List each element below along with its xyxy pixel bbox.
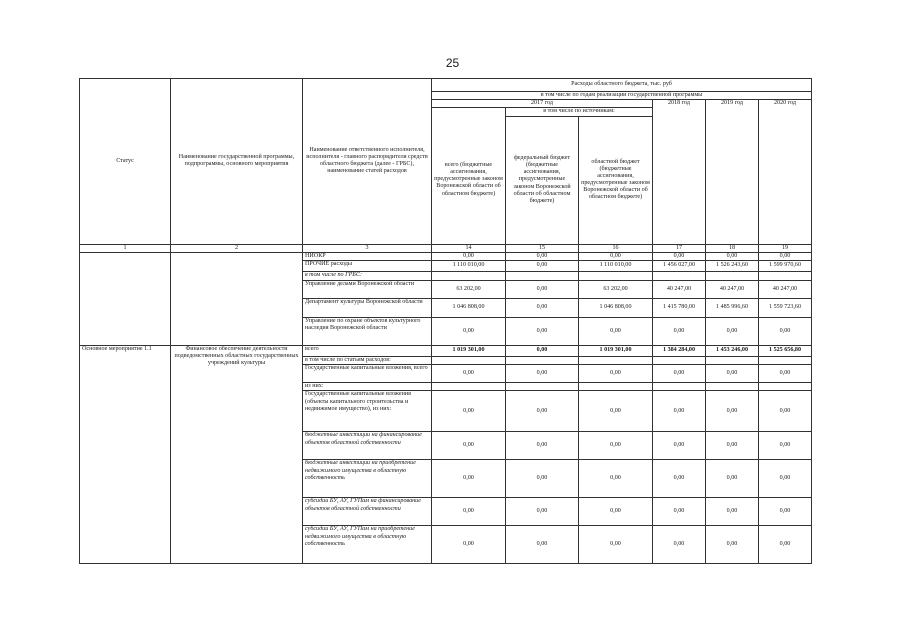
cell-value: 1 415 780,00 [653, 298, 706, 317]
header-year-2018: 2018 год [653, 100, 706, 244]
cell-value [759, 383, 812, 391]
cell-value: 0,00 [653, 432, 706, 460]
program-cell [171, 252, 303, 345]
cell-value: 0,00 [506, 260, 579, 271]
table-row [80, 252, 812, 260]
cell-value: 0,00 [759, 498, 812, 526]
cell-value: 0,00 [653, 460, 706, 498]
header-executor-name: Наименование ответственного исполнителя, исполнителя - главного распорядителя средств областного бюджета (далее - ГРБС), наименование статей расходов [303, 79, 432, 245]
cell-value: 1 110 010,00 [579, 260, 653, 271]
cell-value [653, 356, 706, 364]
row-name: Государственные капитальные вложения (объекты капитального строительства и недвижимое имущество), из них: [303, 391, 432, 432]
cell-value [432, 356, 506, 364]
cell-value: 0,00 [506, 365, 579, 383]
cell-value: 0,00 [759, 391, 812, 432]
cell-value: 1 485 996,60 [706, 298, 759, 317]
cell-value: 0,00 [653, 252, 706, 260]
header-federal-col: федеральный бюджет (бюджетные ассигнования, предусмотренные законом Воронежской области об областном бюджете) [506, 116, 579, 244]
cell-value [506, 356, 579, 364]
cell-value: 0,00 [759, 317, 812, 345]
cell-value [579, 356, 653, 364]
row-name: Государственные капитальные вложения, всего [303, 365, 432, 383]
cell-value: 0,00 [653, 498, 706, 526]
header-year-2019: 2019 год [706, 100, 759, 244]
cell-value: 0,00 [579, 498, 653, 526]
col-number: 17 [653, 244, 706, 252]
cell-value: 0,00 [759, 252, 812, 260]
cell-value [759, 271, 812, 280]
cell-value: 0,00 [579, 317, 653, 345]
header-year-2017: 2017 год [432, 100, 653, 108]
cell-value: 0,00 [579, 252, 653, 260]
cell-value: 0,00 [706, 498, 759, 526]
cell-value: 0,00 [506, 432, 579, 460]
row-name: бюджетные инвестиции на приобретение недвижимого имущества в областную собственность [303, 460, 432, 498]
cell-value: 0,00 [579, 460, 653, 498]
cell-value: 1 019 301,00 [579, 345, 653, 356]
cell-value: 0,00 [506, 298, 579, 317]
cell-value: 0,00 [759, 432, 812, 460]
cell-value: 63 202,00 [579, 280, 653, 298]
header-expenses-title: Расходы областного бюджета, тыс. руб [432, 79, 812, 92]
header-status: Статус [80, 79, 171, 245]
cell-value: 1 046 808,00 [579, 298, 653, 317]
cell-value: 1 525 656,80 [759, 345, 812, 356]
cell-value [432, 271, 506, 280]
row-name: НИОКР [303, 252, 432, 260]
cell-value: 0,00 [506, 526, 579, 564]
row-name: субсидии БУ, АУ, ГУПам на финансирование объектов областной собственности [303, 498, 432, 526]
cell-value: 0,00 [506, 498, 579, 526]
cell-value [506, 383, 579, 391]
row-name: Департамент культуры Воронежской области [303, 298, 432, 317]
cell-value: 0,00 [706, 432, 759, 460]
cell-value: 0,00 [432, 526, 506, 564]
cell-value [759, 356, 812, 364]
cell-value: 0,00 [759, 526, 812, 564]
header-by-years: в том числе по годам реализации государственной программы [432, 92, 812, 100]
row-name: в том числе по статьям расходов: [303, 356, 432, 364]
cell-value: 0,00 [432, 460, 506, 498]
cell-value: 1 110 010,00 [432, 260, 506, 271]
cell-value: 1 019 301,00 [432, 345, 506, 356]
header-year-2020: 2020 год [759, 100, 812, 244]
cell-value [579, 383, 653, 391]
row-name: субсидии БУ, АУ, ГУПам на приобретение недвижимого имущества в областную собственность [303, 526, 432, 564]
cell-value: 0,00 [579, 365, 653, 383]
cell-value: 0,00 [653, 391, 706, 432]
cell-value: 0,00 [706, 252, 759, 260]
cell-value: 40 247,00 [653, 280, 706, 298]
cell-value: 0,00 [653, 526, 706, 564]
cell-value: 1 384 284,00 [653, 345, 706, 356]
cell-value: 0,00 [506, 280, 579, 298]
cell-value: 1 599 970,60 [759, 260, 812, 271]
cell-value: 0,00 [506, 252, 579, 260]
row-name: из них: [303, 383, 432, 391]
row-name: бюджетные инвестиции на финансирование объектов областной собственности [303, 432, 432, 460]
cell-value: 0,00 [653, 317, 706, 345]
cell-value: 1 526 243,60 [706, 260, 759, 271]
page-number: 25 [445, 56, 460, 70]
cell-value [706, 383, 759, 391]
cell-value: 0,00 [706, 526, 759, 564]
cell-value [506, 271, 579, 280]
cell-value [706, 271, 759, 280]
budget-table [79, 78, 812, 564]
cell-value: 63 202,00 [432, 280, 506, 298]
cell-value: 0,00 [432, 432, 506, 460]
cell-value [706, 356, 759, 364]
col-number: 2 [171, 244, 303, 252]
cell-value: 1 046 808,00 [432, 298, 506, 317]
cell-value: 0,00 [506, 317, 579, 345]
col-number: 14 [432, 244, 506, 252]
cell-value: 0,00 [706, 365, 759, 383]
cell-value: 0,00 [506, 460, 579, 498]
column-numbers-row [80, 244, 812, 252]
header-total-col: всего (бюджетные ассигнования, предусмотренные законом Воронежской области об областном бюджете) [432, 116, 506, 244]
cell-value: 1 453 246,00 [706, 345, 759, 356]
cell-value: 0,00 [432, 391, 506, 432]
col-number: 3 [303, 244, 432, 252]
row-name: Управление по охране объектов культурного наследия Воронежской области [303, 317, 432, 345]
cell-value: 1 456 027,00 [653, 260, 706, 271]
cell-value: 0,00 [506, 391, 579, 432]
cell-value: 0,00 [432, 317, 506, 345]
measure-name: Финансовое обеспечение деятельности подведомственных областных государственных учреждений культуры [171, 345, 303, 563]
status-cell [80, 252, 171, 345]
cell-value: 40 247,00 [706, 280, 759, 298]
cell-value: 0,00 [432, 365, 506, 383]
cell-value: 1 559 723,60 [759, 298, 812, 317]
cell-value: 0,00 [706, 317, 759, 345]
cell-value: 0,00 [432, 498, 506, 526]
col-number: 1 [80, 244, 171, 252]
col-number: 16 [579, 244, 653, 252]
cell-value [432, 383, 506, 391]
cell-value: 0,00 [759, 365, 812, 383]
row-name: всего [303, 345, 432, 356]
cell-value: 40 247,00 [759, 280, 812, 298]
cell-value: 0,00 [706, 391, 759, 432]
col-number: 18 [706, 244, 759, 252]
cell-value [653, 271, 706, 280]
cell-value: 0,00 [706, 460, 759, 498]
table-row [80, 345, 812, 356]
cell-value: 0,00 [579, 432, 653, 460]
cell-value: 0,00 [432, 252, 506, 260]
cell-value: 0,00 [506, 345, 579, 356]
header-regional-col: областной бюджет (бюджетные ассигнования, предусмотренные законом Воронежской области об областном бюджете) [579, 116, 653, 244]
cell-value: 0,00 [653, 365, 706, 383]
cell-value: 0,00 [579, 526, 653, 564]
cell-value: 0,00 [759, 460, 812, 498]
row-name: Управление делами Воронежской области [303, 280, 432, 298]
cell-value [653, 383, 706, 391]
measure-status: Основное мероприятие 1.1 [80, 345, 171, 563]
header-by-sources: в том числе по источникам: [506, 108, 653, 116]
row-name: в том числе по ГРБС: [303, 271, 432, 280]
header-program-name: Наименование государственной программы, подпрограммы, основного мероприятия [171, 79, 303, 245]
col-number: 19 [759, 244, 812, 252]
col-number: 15 [506, 244, 579, 252]
cell-value: 0,00 [579, 391, 653, 432]
row-name: ПРОЧИЕ расходы [303, 260, 432, 271]
cell-value [579, 271, 653, 280]
